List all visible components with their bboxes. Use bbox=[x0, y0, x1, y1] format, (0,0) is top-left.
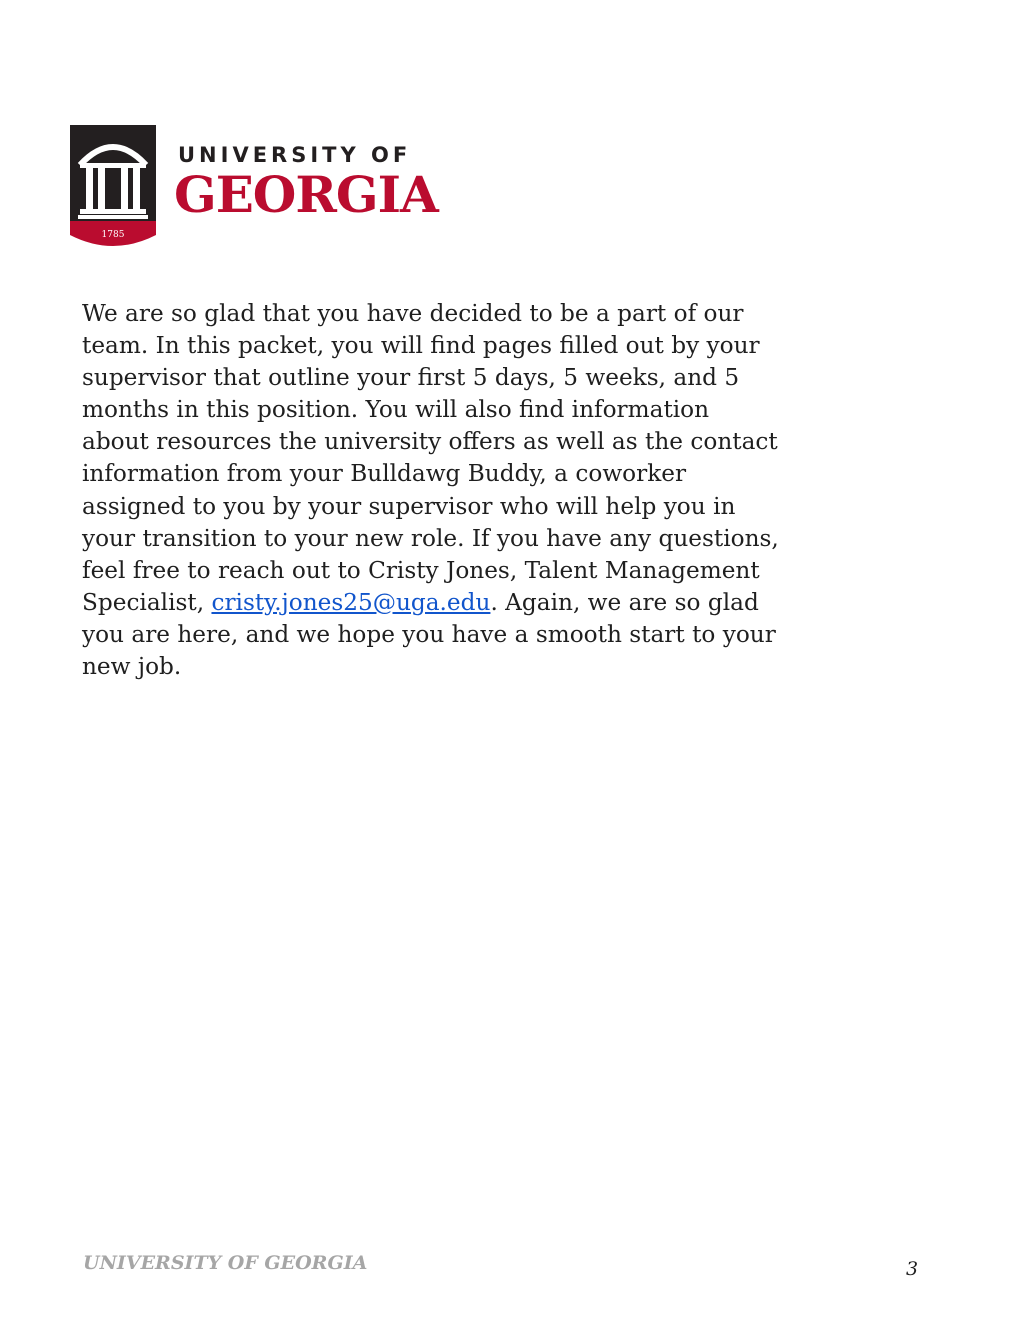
email-link[interactable]: cristy.jones25@uga.edu bbox=[211, 588, 491, 616]
svg-text:1785: 1785 bbox=[101, 230, 125, 240]
paragraph-text-start: We are so glad that you have decided to be a part of our team. In this packet, you will find pages filled out by your supervisor that outline your first 5 days, 5 weeks, and 5 months in this position. You will also find information about resources the university offers as well as the contact information from your Bulldawg Buddy, a coworker assigned to you by your supervisor who will help you in your transition to your new role. If you have any questions, feel free to reach out to Cristy Jones, Talent Management Specialist, bbox=[82, 300, 779, 616]
page-number: 3 bbox=[906, 1258, 919, 1280]
uga-logo bbox=[70, 125, 460, 255]
paragraph-text-end: . Again, we are so glad you are here, and we hope you have a smooth start to your new job. bbox=[82, 588, 776, 681]
logo-line-georgia: GEORGIA bbox=[174, 165, 438, 224]
footer-university-name: UNIVERSITY OF GEORGIA bbox=[83, 1252, 368, 1274]
welcome-paragraph bbox=[82, 298, 782, 683]
arch-seal-icon bbox=[70, 125, 156, 251]
logo-line-university-of: UNIVERSITY OF bbox=[178, 143, 412, 167]
